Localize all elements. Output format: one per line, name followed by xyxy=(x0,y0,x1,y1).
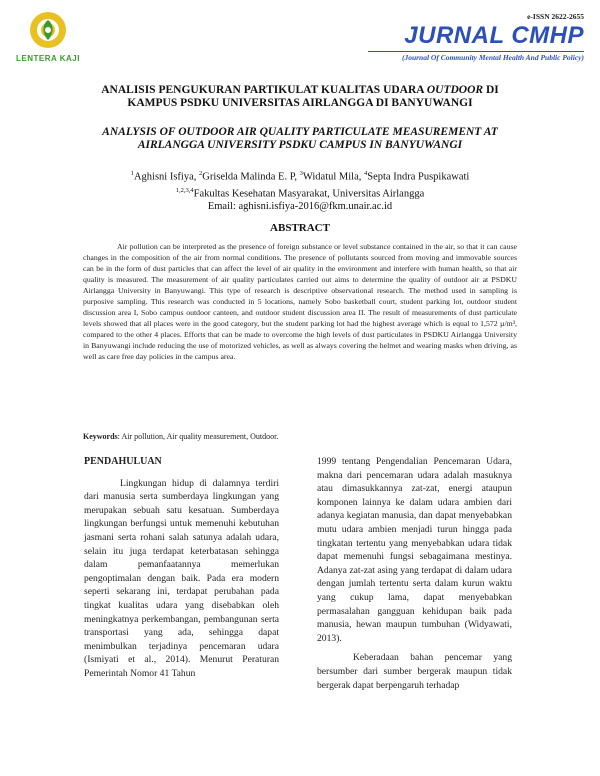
keywords-text: : Air pollution, Air quality measurement, Outdoor. xyxy=(117,432,279,441)
body-paragraph: 1999 tentang Pengendalian Pencemaran Udara, makna dari pencemaran udara adalah masuknya atau dimasukkannya zat-zat, energi ataupun komponen lainnya ke dalam udara ambien dari adanya kegiatan manusia, dan dapat menyebabkan mutu udara ambien menjadi turun hingga pada tingkatan tertentu yang menyebabkan udara tidak dapat memenuhi fungsi sebagaimana mestinya. Adanya zat-zat asing yang terdapat di dalam udara dengan jumlah tertentu serta dalam kurun waktu yang cukup lama, dapat menyebabkan permasalahan gangguan kehidupan baik pada manusia, hewan maupun tumbuhan (Widyawati, 2013). xyxy=(317,456,512,644)
title-id-line1: ANALISIS PENGUKURAN PARTIKULAT KUALITAS UDARA xyxy=(101,84,427,96)
body-column-right xyxy=(317,455,512,692)
section-heading: PENDAHULUAN xyxy=(84,456,162,467)
body-paragraph: Keberadaan bahan pencemar yang bersumber dari sumber bergerak maupun tidak bergerak dapat berpengaruh terhadap xyxy=(317,652,512,691)
author-name-2: Griselda Malinda E. P, xyxy=(202,171,300,183)
abstract-heading: ABSTRACT xyxy=(270,222,330,234)
affiliation-text: Fakultas Kesehatan Masyarakat, Universitas Airlangga xyxy=(193,188,425,199)
issn: e-ISSN 2622-2655 xyxy=(527,12,584,21)
author-email: Email: aghisni.isfiya-2016@fkm.unair.ac.id xyxy=(207,201,393,212)
title-id-line2: KAMPUS PSDKU UNIVERSITAS AIRLANGGA DI BANYUWANGI xyxy=(127,97,473,109)
affiliation xyxy=(60,184,540,201)
logo-text: LENTERA KAJI xyxy=(16,54,80,63)
abstract-text: Air pollution can be interpreted as the presence of foreign substance or level substance contained in the air, so that it can cause changes in the composition of the air from normal conditions. The presence of pollutants sourced from moving and immovable sources can be in the form of dust particles that can affect the level of air quality in the environment and interfere with human health, so that air quality is measured. The measurement of air quality particulates carried out aims to determine the quality of outdoor air at PSDKU Airlangga University in Banyuwangi. This type of research is descriptive observational research. The method used in sampling is purposive sampling. This research was conducted in 5 locations, namely Sobo basketball court, student parking lot, outdoor student discussion area I, Sobo campus outdoor canteen, and outdoor student discussion area II. The result of measurements of dust particulate levels showed that all places were in the good category, but the student parking lot had the highest average which is equal to 1,572 µ/m³, compared to the other 4 places. Efforts that can be made to overcome the high levels of dust particulates in PSDKU Airlangga University in Banyuwangi include reducing the use of motorized vehicles, as well as always covering the helmet and wearing masks when driving, as well as care free day policies in the campus area. xyxy=(83,242,517,361)
title-id-italic: OUTDOOR xyxy=(426,84,484,96)
title-en-line2: AIRLANGGA UNIVERSITY PSDKU CAMPUS IN BANYUWANGI xyxy=(137,139,463,151)
journal-logo xyxy=(8,10,88,70)
body-column-left xyxy=(84,455,279,681)
journal-header xyxy=(0,0,600,80)
author-sup-1: 1 xyxy=(130,170,134,177)
author-names xyxy=(60,167,540,184)
journal-name: JURNAL CMHP xyxy=(404,22,584,49)
journal-rule xyxy=(368,51,584,52)
title-english xyxy=(60,126,540,152)
author-sup-2: 2 xyxy=(198,170,203,177)
authors-block xyxy=(60,167,540,213)
author-name-1: Aghisni Isfiya, xyxy=(133,171,199,183)
title-id-line1-end: DI xyxy=(483,84,499,96)
title-indonesian xyxy=(60,84,540,110)
lentera-kaji-logo-icon xyxy=(26,10,70,54)
keywords-label: Keywords xyxy=(83,432,118,441)
keywords xyxy=(83,432,517,441)
author-sup-4: 4 xyxy=(364,170,368,177)
author-name-3: Widatul Mila, xyxy=(302,171,364,183)
title-en-line1: ANALYSIS OF OUTDOOR AIR QUALITY PARTICULATE MEASUREMENT AT xyxy=(102,126,498,138)
author-sup-3: 3 xyxy=(299,170,303,177)
abstract-body xyxy=(83,241,517,362)
affiliation-sup: 1,2,3,4 xyxy=(175,186,194,194)
body-paragraph: Lingkungan hidup di dalamnya terdiri dari manusia serta sumberdaya lingkungan yang merupakan sebuah satu kesatuan. Sumberdaya lingkungan berfungsi untuk memenuhi kebutuhan jasmani serta rohani salah satunya adalah udara, selain itu juga terdapat keterbatasan sehingga dalam pemanfaatannya memerlukan pengoptimalan dengan baik. Pada era modern seperti sekarang ini, terdapat perubahan pada tingkat kualitas udara yang disebabkan oleh meningkatnya perkembangan, pembangunan serta transportasi yang ada, sehingga dapat menimbulkan terjadinya pencemaran udara (Ismiyati et al., 2014). Menurut Peraturan Pemerintah Nomor 41 Tahun xyxy=(84,477,279,679)
journal-subtitle: (Journal Of Community Mental Health And Public Policy) xyxy=(401,53,584,62)
author-name-4: Septa Indra Puspikawati xyxy=(367,171,470,183)
